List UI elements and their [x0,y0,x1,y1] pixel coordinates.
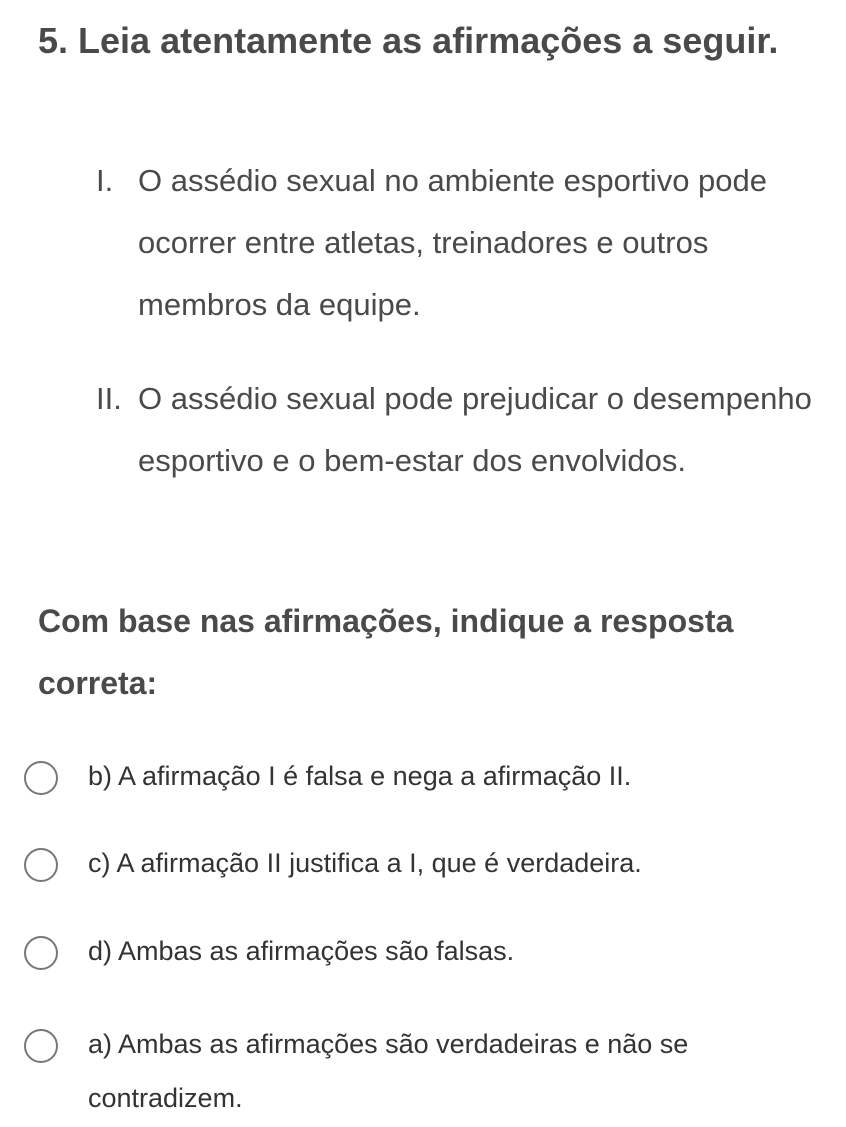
radio-button[interactable] [24,936,58,970]
answer-option-a[interactable] [24,1017,824,1125]
statement-item [96,150,826,336]
statement-text: O assédio sexual no ambiente esportivo pode ocorrer entre atletas, treinadores e outros membros da equipe. [138,163,768,322]
statement-number: II. [96,381,122,416]
question-prompt: Com base nas afirmações, indique a resposta correta: [38,603,734,701]
answer-option-d[interactable] [24,924,824,978]
answer-option-b[interactable] [24,749,824,803]
option-label[interactable]: d) Ambas as afirmações são falsas. [88,936,515,966]
radio-button[interactable] [24,761,58,795]
answer-option-c[interactable] [24,836,824,890]
statement-text: O assédio sexual pode prejudicar o desempenho esportivo e o bem-estar dos envolvidos. [138,381,812,478]
statement-item [96,368,826,492]
question-title: 5. Leia atentamente as afirmações a seguir. [38,20,779,61]
option-label[interactable]: b) A afirmação I é falsa e nega a afirmação II. [88,761,632,791]
statement-number: I. [96,163,114,198]
option-label[interactable]: a) Ambas as afirmações são verdadeiras e não se contradizem. [88,1029,689,1113]
radio-button[interactable] [24,848,58,882]
radio-button[interactable] [24,1029,58,1063]
option-label[interactable]: c) A afirmação II justifica a I, que é verdadeira. [88,848,642,878]
